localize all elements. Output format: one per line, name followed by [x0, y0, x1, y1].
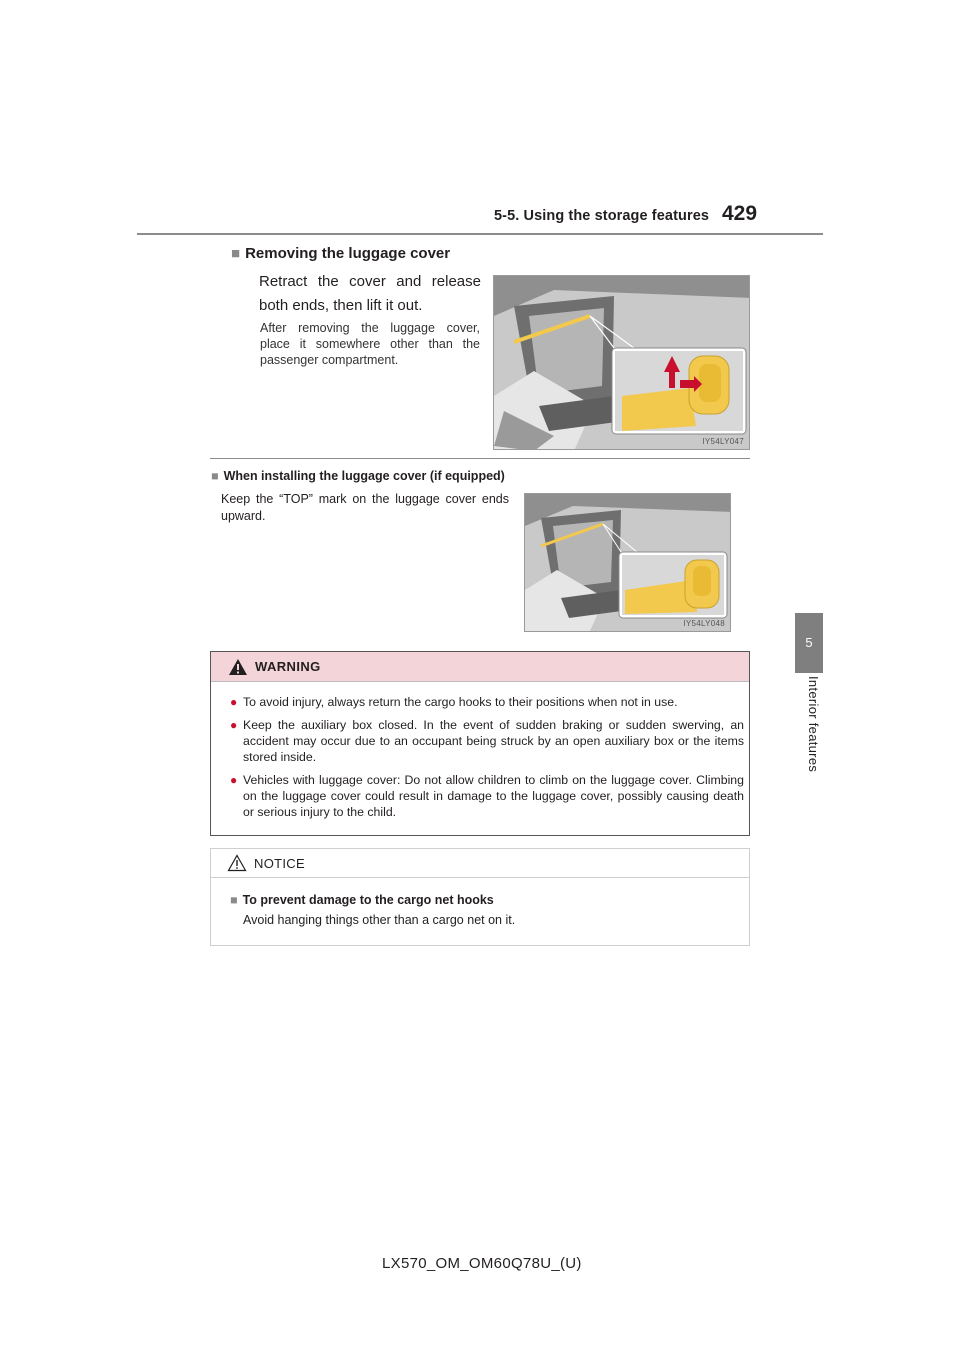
warning-title: WARNING [255, 659, 321, 674]
bullet-dot-icon: ● [230, 718, 238, 732]
bullet-dot-icon: ● [230, 695, 238, 709]
square-bullet-icon: ■ [231, 245, 241, 262]
figure-code: IY54LY047 [702, 437, 744, 446]
header-rule [137, 233, 823, 235]
section-heading-removing: ■ Removing the luggage cover [231, 245, 451, 262]
figure-installing-luggage-cover [524, 493, 731, 632]
warning-list [230, 694, 744, 827]
footer-document-code: LX570_OM_OM60Q78U_(U) [382, 1255, 582, 1272]
cargo-area-illustration [494, 276, 750, 450]
cargo-area-illustration [525, 494, 731, 632]
section-divider [210, 458, 750, 459]
notice-box [210, 848, 750, 946]
notice-item-body: Avoid hanging things other than a cargo net on it. [243, 913, 516, 927]
warning-triangle-icon [228, 658, 248, 676]
square-bullet-icon: ■ [230, 893, 238, 907]
section-heading-installing: ■ When installing the luggage cover (if equipped) [211, 469, 505, 483]
chapter-tab: 5 [795, 613, 823, 673]
warning-header [211, 652, 749, 682]
warning-item: ● Keep the auxiliary box closed. In the event of sudden braking or sudden swerving, an accident may occur due to an occupant being struck by an open auxiliary box or the items stored inside. [230, 718, 744, 764]
notice-triangle-icon [227, 854, 247, 872]
warning-item: ● Vehicles with luggage cover: Do not allow children to climb on the luggage cover. Climbing on the luggage cover could result in damage to the luggage cover, possibly causing death or serious injury to the child. [230, 773, 744, 819]
notice-title: NOTICE [254, 856, 305, 871]
section-note-removing: After removing the luggage cover, place it somewhere other than the passenger compartment. [260, 321, 480, 367]
warning-box [210, 651, 750, 836]
notice-header [211, 849, 749, 878]
bullet-dot-icon: ● [230, 773, 238, 787]
square-bullet-icon: ■ [211, 469, 219, 483]
chapter-label: Interior features [806, 676, 821, 773]
figure-removing-luggage-cover [493, 275, 750, 450]
page-number: 429 [722, 202, 758, 225]
section-body-removing: Retract the cover and release both ends, then lift it out. [259, 273, 481, 314]
section-body-installing: Keep the “TOP” mark on the luggage cover ends upward. [221, 492, 509, 523]
warning-item: ● To avoid injury, always return the cargo hooks to their positions when not in use. [230, 695, 678, 709]
notice-item-heading: ■ To prevent damage to the cargo net hooks [230, 893, 494, 907]
running-header: 5-5. Using the storage features [494, 208, 710, 224]
figure-code: IY54LY048 [683, 619, 725, 628]
